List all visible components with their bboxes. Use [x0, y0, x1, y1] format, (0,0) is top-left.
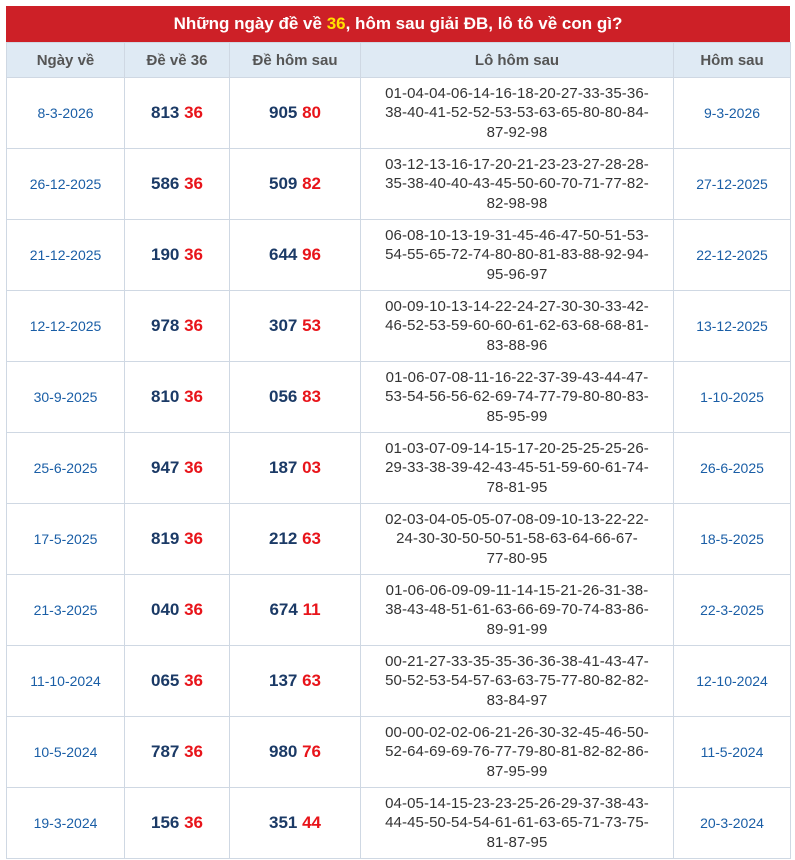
next-date-link[interactable]: 27-12-2025: [674, 149, 791, 220]
next-de-prefix: 307: [268, 316, 298, 335]
de-prefix: 190: [150, 245, 180, 264]
next-date-link[interactable]: 1-10-2025: [674, 362, 791, 433]
lo-line: 83-84-97: [486, 691, 548, 709]
next-de-prefix: 056: [268, 387, 298, 406]
next-de-prefix: 351: [268, 813, 298, 832]
de-result: [125, 291, 230, 362]
next-de-prefix: 980: [268, 742, 298, 761]
de-suffix: 36: [184, 529, 204, 548]
next-de-suffix: 80: [302, 103, 322, 122]
table-row: [7, 433, 791, 504]
next-de-result: [230, 78, 361, 149]
lo-line: 81-87-95: [486, 833, 548, 851]
next-de-suffix: 11: [302, 600, 321, 619]
de-result: [125, 717, 230, 788]
next-de-result: [230, 504, 361, 575]
next-de-suffix: 76: [302, 742, 322, 761]
next-de-prefix: 644: [268, 245, 298, 264]
de-suffix: 36: [184, 174, 204, 193]
table-row: [7, 575, 791, 646]
lo-line: 01-06-06-09-09-11-14-15-21-26-31-38-: [385, 581, 649, 599]
next-de-prefix: 509: [268, 174, 298, 193]
lo-line: 38-40-41-52-52-53-53-63-65-80-80-84-: [385, 104, 649, 122]
lo-line: 06-08-10-13-19-31-45-46-47-50-51-53-: [385, 226, 649, 244]
date-link[interactable]: 8-3-2026: [7, 78, 125, 149]
next-date-link[interactable]: 11-5-2024: [674, 717, 791, 788]
table-row: [7, 78, 791, 149]
date-link[interactable]: 21-12-2025: [7, 220, 125, 291]
next-de-suffix: 03: [302, 458, 322, 477]
de-result: [125, 788, 230, 859]
date-link[interactable]: 26-12-2025: [7, 149, 125, 220]
de-suffix: 36: [184, 458, 204, 477]
next-de-suffix: 53: [302, 316, 322, 335]
date-link[interactable]: 21-3-2025: [7, 575, 125, 646]
lo-line: 53-54-56-56-62-69-74-77-79-80-80-83-: [385, 388, 649, 406]
lo-line: 01-04-04-06-14-16-18-20-27-33-35-36-: [385, 84, 649, 102]
de-suffix: 36: [184, 742, 204, 761]
next-date-link[interactable]: 13-12-2025: [674, 291, 791, 362]
next-de-prefix: 905: [268, 103, 298, 122]
de-prefix: 813: [150, 103, 180, 122]
page-title: [6, 6, 790, 42]
lo-line: 00-09-10-13-14-22-24-27-30-30-33-42-: [385, 297, 649, 315]
lo-line: 87-92-98: [486, 123, 548, 141]
date-link[interactable]: 25-6-2025: [7, 433, 125, 504]
lo-line: 78-81-95: [486, 478, 548, 496]
table-row: [7, 291, 791, 362]
title-highlight-number: 36: [326, 14, 346, 33]
next-date-link[interactable]: 18-5-2025: [674, 504, 791, 575]
de-suffix: 36: [184, 316, 204, 335]
column-header-next-de: Đề hôm sau: [230, 43, 361, 78]
lo-line: 44-45-50-54-54-61-61-63-65-71-73-75-: [385, 814, 649, 832]
de-result: [125, 220, 230, 291]
lo-numbers: [361, 504, 674, 575]
next-de-suffix: 63: [302, 671, 322, 690]
next-date-link[interactable]: 9-3-2026: [674, 78, 791, 149]
column-header-date: Ngày về: [7, 43, 125, 78]
lo-line: 77-80-95: [486, 549, 548, 567]
de-result: [125, 149, 230, 220]
lo-line: 82-98-98: [486, 194, 548, 212]
de-result: [125, 433, 230, 504]
table-row: [7, 504, 791, 575]
table-header-row: [7, 43, 791, 78]
lo-numbers: [361, 575, 674, 646]
title-text-before: Những ngày đề về: [173, 14, 327, 33]
table-row: [7, 220, 791, 291]
table-row: [7, 149, 791, 220]
next-de-suffix: 44: [302, 813, 322, 832]
next-date-link[interactable]: 12-10-2024: [674, 646, 791, 717]
next-de-result: [230, 362, 361, 433]
lo-numbers: [361, 646, 674, 717]
de-prefix: 810: [150, 387, 180, 406]
lo-line: 01-03-07-09-14-15-17-20-25-25-25-26-: [385, 439, 649, 457]
de-suffix: 36: [184, 813, 204, 832]
lo-line: 54-55-65-72-74-80-80-81-83-88-92-94-: [385, 246, 649, 264]
lo-line: 50-52-53-54-57-63-63-75-77-80-82-82-: [385, 672, 649, 690]
date-link[interactable]: 17-5-2025: [7, 504, 125, 575]
de-suffix: 36: [184, 103, 204, 122]
de-prefix: 040: [150, 600, 180, 619]
lo-line: 83-88-96: [486, 336, 548, 354]
next-de-result: [230, 149, 361, 220]
next-de-result: [230, 717, 361, 788]
table-row: [7, 646, 791, 717]
de-prefix: 586: [150, 174, 180, 193]
next-de-result: [230, 291, 361, 362]
de-result: [125, 575, 230, 646]
results-table: [6, 42, 791, 859]
next-de-prefix: 137: [268, 671, 298, 690]
next-de-prefix: 674: [269, 600, 298, 619]
de-result: [125, 78, 230, 149]
lo-line: 87-95-99: [486, 762, 548, 780]
lo-line: 95-96-97: [486, 265, 548, 283]
next-date-link[interactable]: 26-6-2025: [674, 433, 791, 504]
lo-line: 35-38-40-40-43-45-50-60-70-71-77-82-: [385, 175, 649, 193]
lo-line: 04-05-14-15-23-23-25-26-29-37-38-43-: [385, 794, 649, 812]
column-header-next-lo: Lô hôm sau: [361, 43, 674, 78]
de-prefix: 819: [150, 529, 180, 548]
next-de-result: [230, 788, 361, 859]
lo-numbers: [361, 220, 674, 291]
lo-line: 00-21-27-33-35-35-36-36-38-41-43-47-: [385, 652, 649, 670]
de-prefix: 947: [150, 458, 180, 477]
next-de-result: [230, 433, 361, 504]
next-date-link[interactable]: 22-3-2025: [674, 575, 791, 646]
lo-line: 38-43-48-51-61-63-66-69-70-74-83-86-: [385, 601, 649, 619]
next-de-suffix: 83: [302, 387, 322, 406]
next-de-prefix: 187: [268, 458, 298, 477]
lo-line: 03-12-13-16-17-20-21-23-23-27-28-28-: [385, 155, 649, 173]
lo-line: 01-06-07-08-11-16-22-37-39-43-44-47-: [385, 368, 649, 386]
date-link[interactable]: 30-9-2025: [7, 362, 125, 433]
results-panel: [6, 6, 790, 859]
lo-numbers: [361, 788, 674, 859]
date-link[interactable]: 11-10-2024: [7, 646, 125, 717]
table-row: [7, 362, 791, 433]
lo-numbers: [361, 717, 674, 788]
de-suffix: 36: [184, 245, 204, 264]
de-suffix: 36: [184, 600, 204, 619]
de-suffix: 36: [184, 671, 204, 690]
next-de-result: [230, 646, 361, 717]
lo-line: 29-33-38-39-42-43-45-51-59-60-61-74-: [385, 459, 649, 477]
lo-line: 46-52-53-59-60-60-61-62-63-68-68-81-: [385, 317, 649, 335]
lo-numbers: [361, 433, 674, 504]
lo-numbers: [361, 149, 674, 220]
lo-numbers: [361, 78, 674, 149]
lo-line: 85-95-99: [486, 407, 548, 425]
date-link[interactable]: 10-5-2024: [7, 717, 125, 788]
next-de-suffix: 63: [302, 529, 322, 548]
de-prefix: 156: [150, 813, 180, 832]
next-de-prefix: 212: [268, 529, 298, 548]
de-result: [125, 646, 230, 717]
de-prefix: 065: [150, 671, 180, 690]
next-date-link[interactable]: 20-3-2024: [674, 788, 791, 859]
next-de-result: [230, 220, 361, 291]
lo-line: 89-91-99: [486, 620, 548, 638]
next-de-result: [230, 575, 361, 646]
lo-numbers: [361, 291, 674, 362]
lo-line: 24-30-30-50-50-51-58-63-64-66-67-: [396, 530, 638, 548]
de-result: [125, 504, 230, 575]
de-result: [125, 362, 230, 433]
next-de-suffix: 82: [302, 174, 322, 193]
table-body: [7, 78, 791, 859]
table-row: [7, 717, 791, 788]
title-text-after: , hôm sau giải ĐB, lô tô về con gì?: [345, 14, 623, 33]
lo-line: 02-03-04-05-05-07-08-09-10-13-22-22-: [385, 510, 649, 528]
date-link[interactable]: 19-3-2024: [7, 788, 125, 859]
next-de-suffix: 96: [302, 245, 322, 264]
column-header-next-date: Hôm sau: [674, 43, 791, 78]
date-link[interactable]: 12-12-2025: [7, 291, 125, 362]
column-header-de: Đề về 36: [125, 43, 230, 78]
lo-line: 00-00-02-02-06-21-26-30-32-45-46-50-: [385, 723, 649, 741]
table-row: [7, 788, 791, 859]
de-suffix: 36: [184, 387, 204, 406]
de-prefix: 978: [150, 316, 180, 335]
lo-numbers: [361, 362, 674, 433]
lo-line: 52-64-69-69-76-77-79-80-81-82-82-86-: [385, 743, 649, 761]
de-prefix: 787: [150, 742, 180, 761]
next-date-link[interactable]: 22-12-2025: [674, 220, 791, 291]
